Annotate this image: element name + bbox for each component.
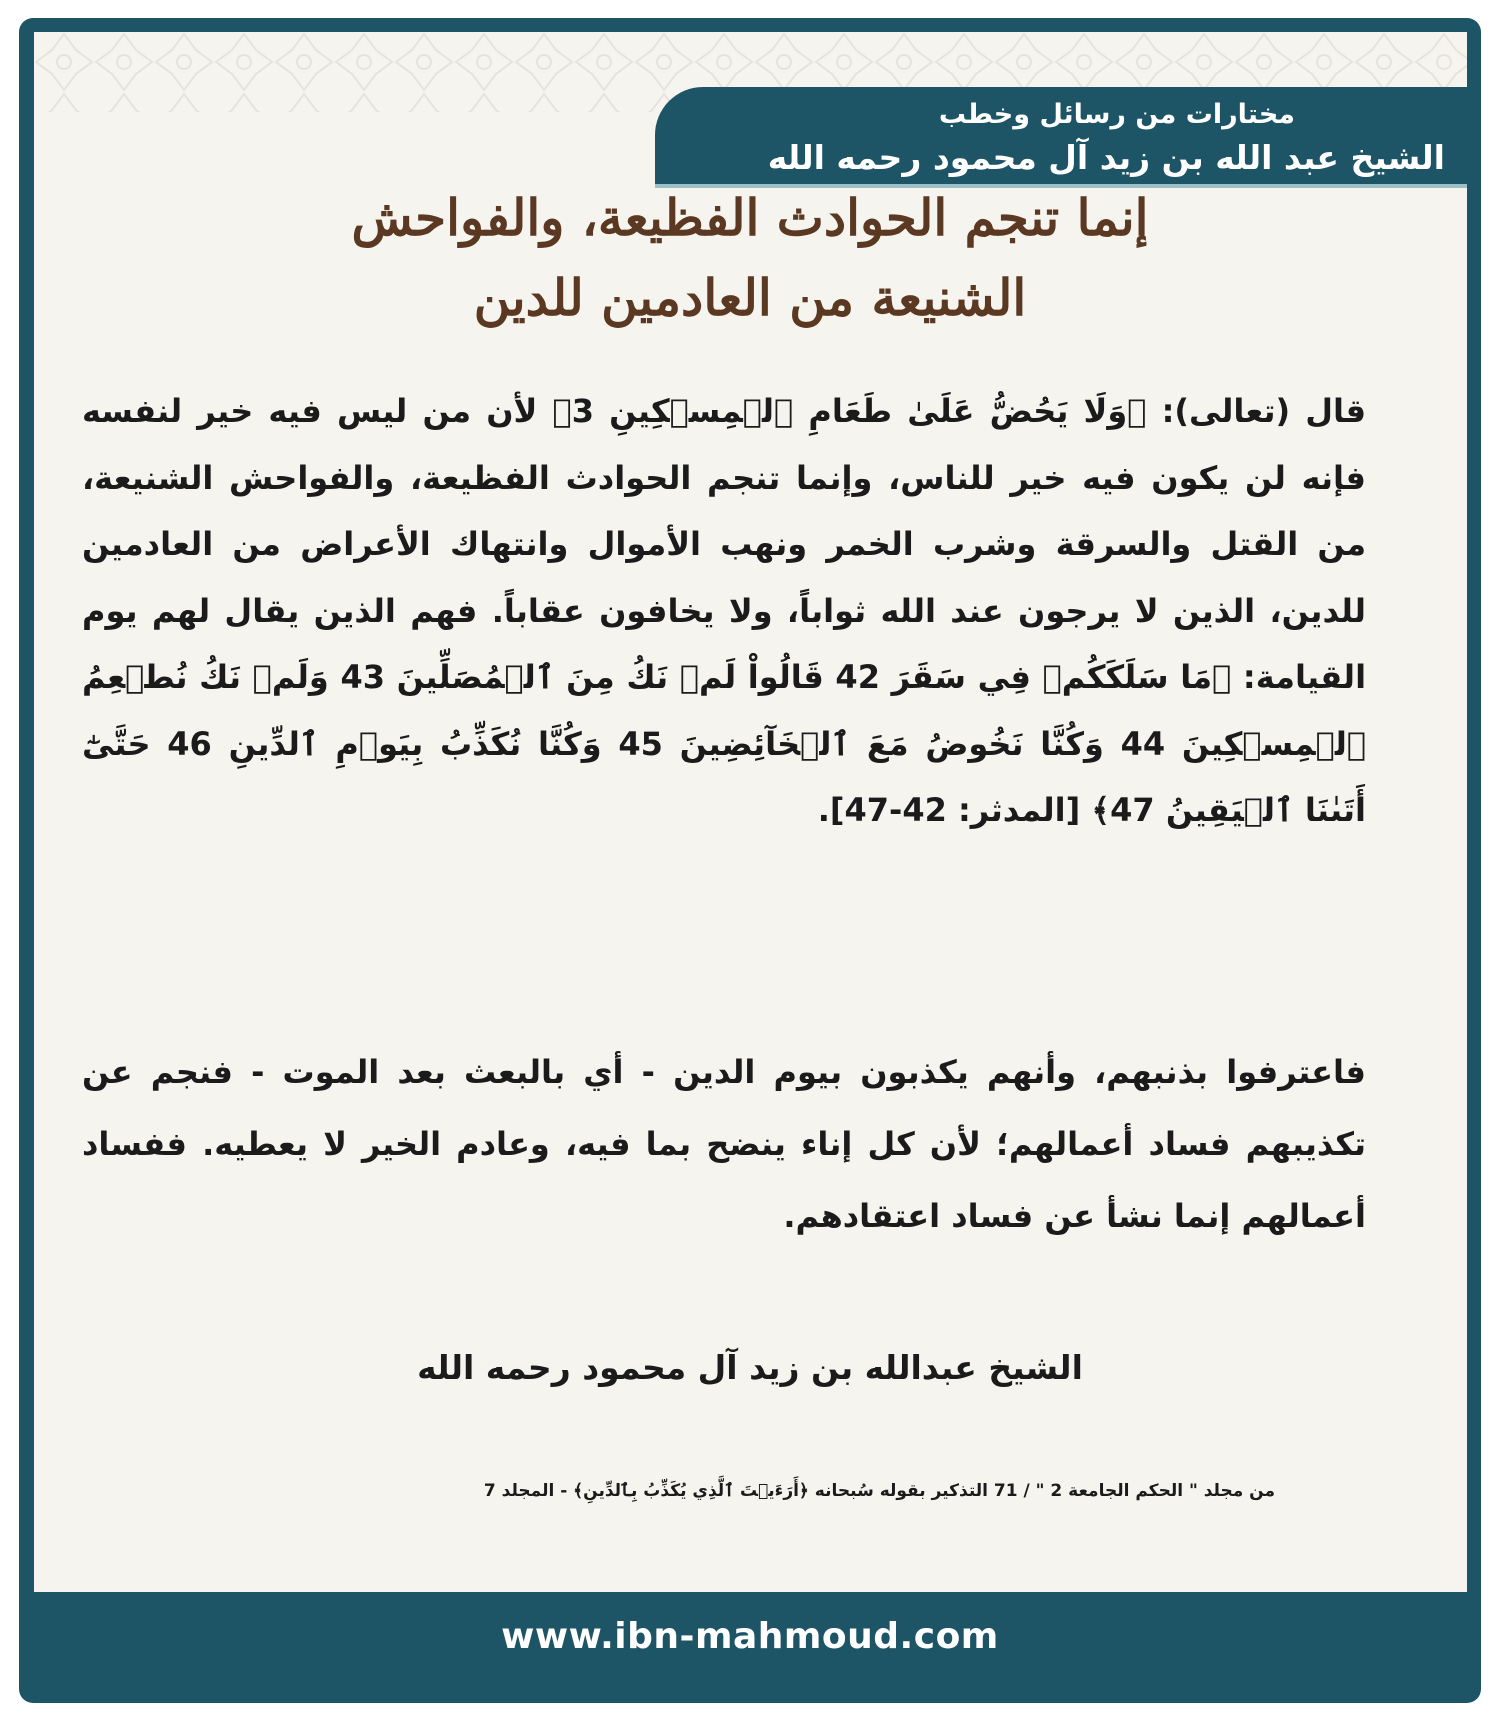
website-link[interactable]: www.ibn-mahmoud.com — [501, 1616, 999, 1657]
paragraph-1 — [82, 378, 1366, 844]
header-series-title: مختارات من رسائل وخطب — [938, 99, 1295, 130]
title-line-2: الشنيعة من العادمين للدين — [473, 268, 1027, 327]
header-banner — [655, 87, 1467, 188]
quran-verse-1: ﴿وَلَا يَحُضُّ عَلَىٰ طَعَامِ ٱلۡمِسۡكِينِ 3﴾ — [552, 392, 1147, 430]
page-title — [0, 178, 1500, 338]
source-citation: من مجلد " الحكم الجامعة 2 " / 71 التذكير بقوله سُبحانه ﴿أَرَءَيۡتَ ٱلَّذِي يُكَذِّبُ بِٱلدِّينِ﴾ - المجلد 7 — [483, 1481, 1275, 1501]
verse-reference: [المدثر: 42-47]. — [817, 791, 1092, 829]
paragraph-1-intro: قال (تعالى): — [1146, 392, 1367, 430]
quran-verse-2: ﴿مَا سَلَكَكُمۡ فِي سَقَرَ 42 قَالُواْ لَمۡ نَكُ مِنَ ٱلۡمُصَلِّينَ 43 وَلَمۡ نَكُ نُطۡعِمُ ٱلۡمِسۡكِينَ 44 وَكُنَّا نَخُوضُ مَعَ ٱلۡخَآئِضِينَ 45 وَكُنَّا نُكَذِّبُ بِيَوۡمِ ٱلدِّينِ 46 حَتَّىٰٓ أَتَىٰنَا ٱلۡيَقِينُ 47﴾ — [82, 658, 1367, 829]
author-signature: الشيخ عبدالله بن زيد آل محمود رحمه الله — [417, 1348, 1083, 1387]
paragraph-1-text: لأن من ليس فيه خير لنفسه فإنه لن يكون فيه خير للناس، وإنما تنجم الحوادث الفظيعة، والفواحش الشنيعة، من القتل والسرقة وشرب الخمر ونهب الأموال وانتهاك الأعراض من العادمين للدين، الذين لا يرجون عند الله ثواباً، ولا يخافون عقاباً. فهم الذين يقال لهم يوم القيامة: — [82, 392, 1367, 696]
paragraph-2: فاعترفوا بذنبهم، وأنهم يكذبون بيوم الدين - أي بالبعث بعد الموت - فنجم عن تكذيبهم فساد أعمالهم؛ لأن كل إناء ينضح بما فيه، وعادم الخير لا يعطيه. ففساد أعمالهم إنما نشأ عن فساد اعتقادهم. — [82, 1053, 1366, 1235]
header-author-name: الشيخ عبد الله بن زيد آل محمود رحمه الله — [767, 138, 1445, 177]
title-line-1: إنما تنجم الحوادث الفظيعة، والفواحش — [351, 188, 1149, 247]
